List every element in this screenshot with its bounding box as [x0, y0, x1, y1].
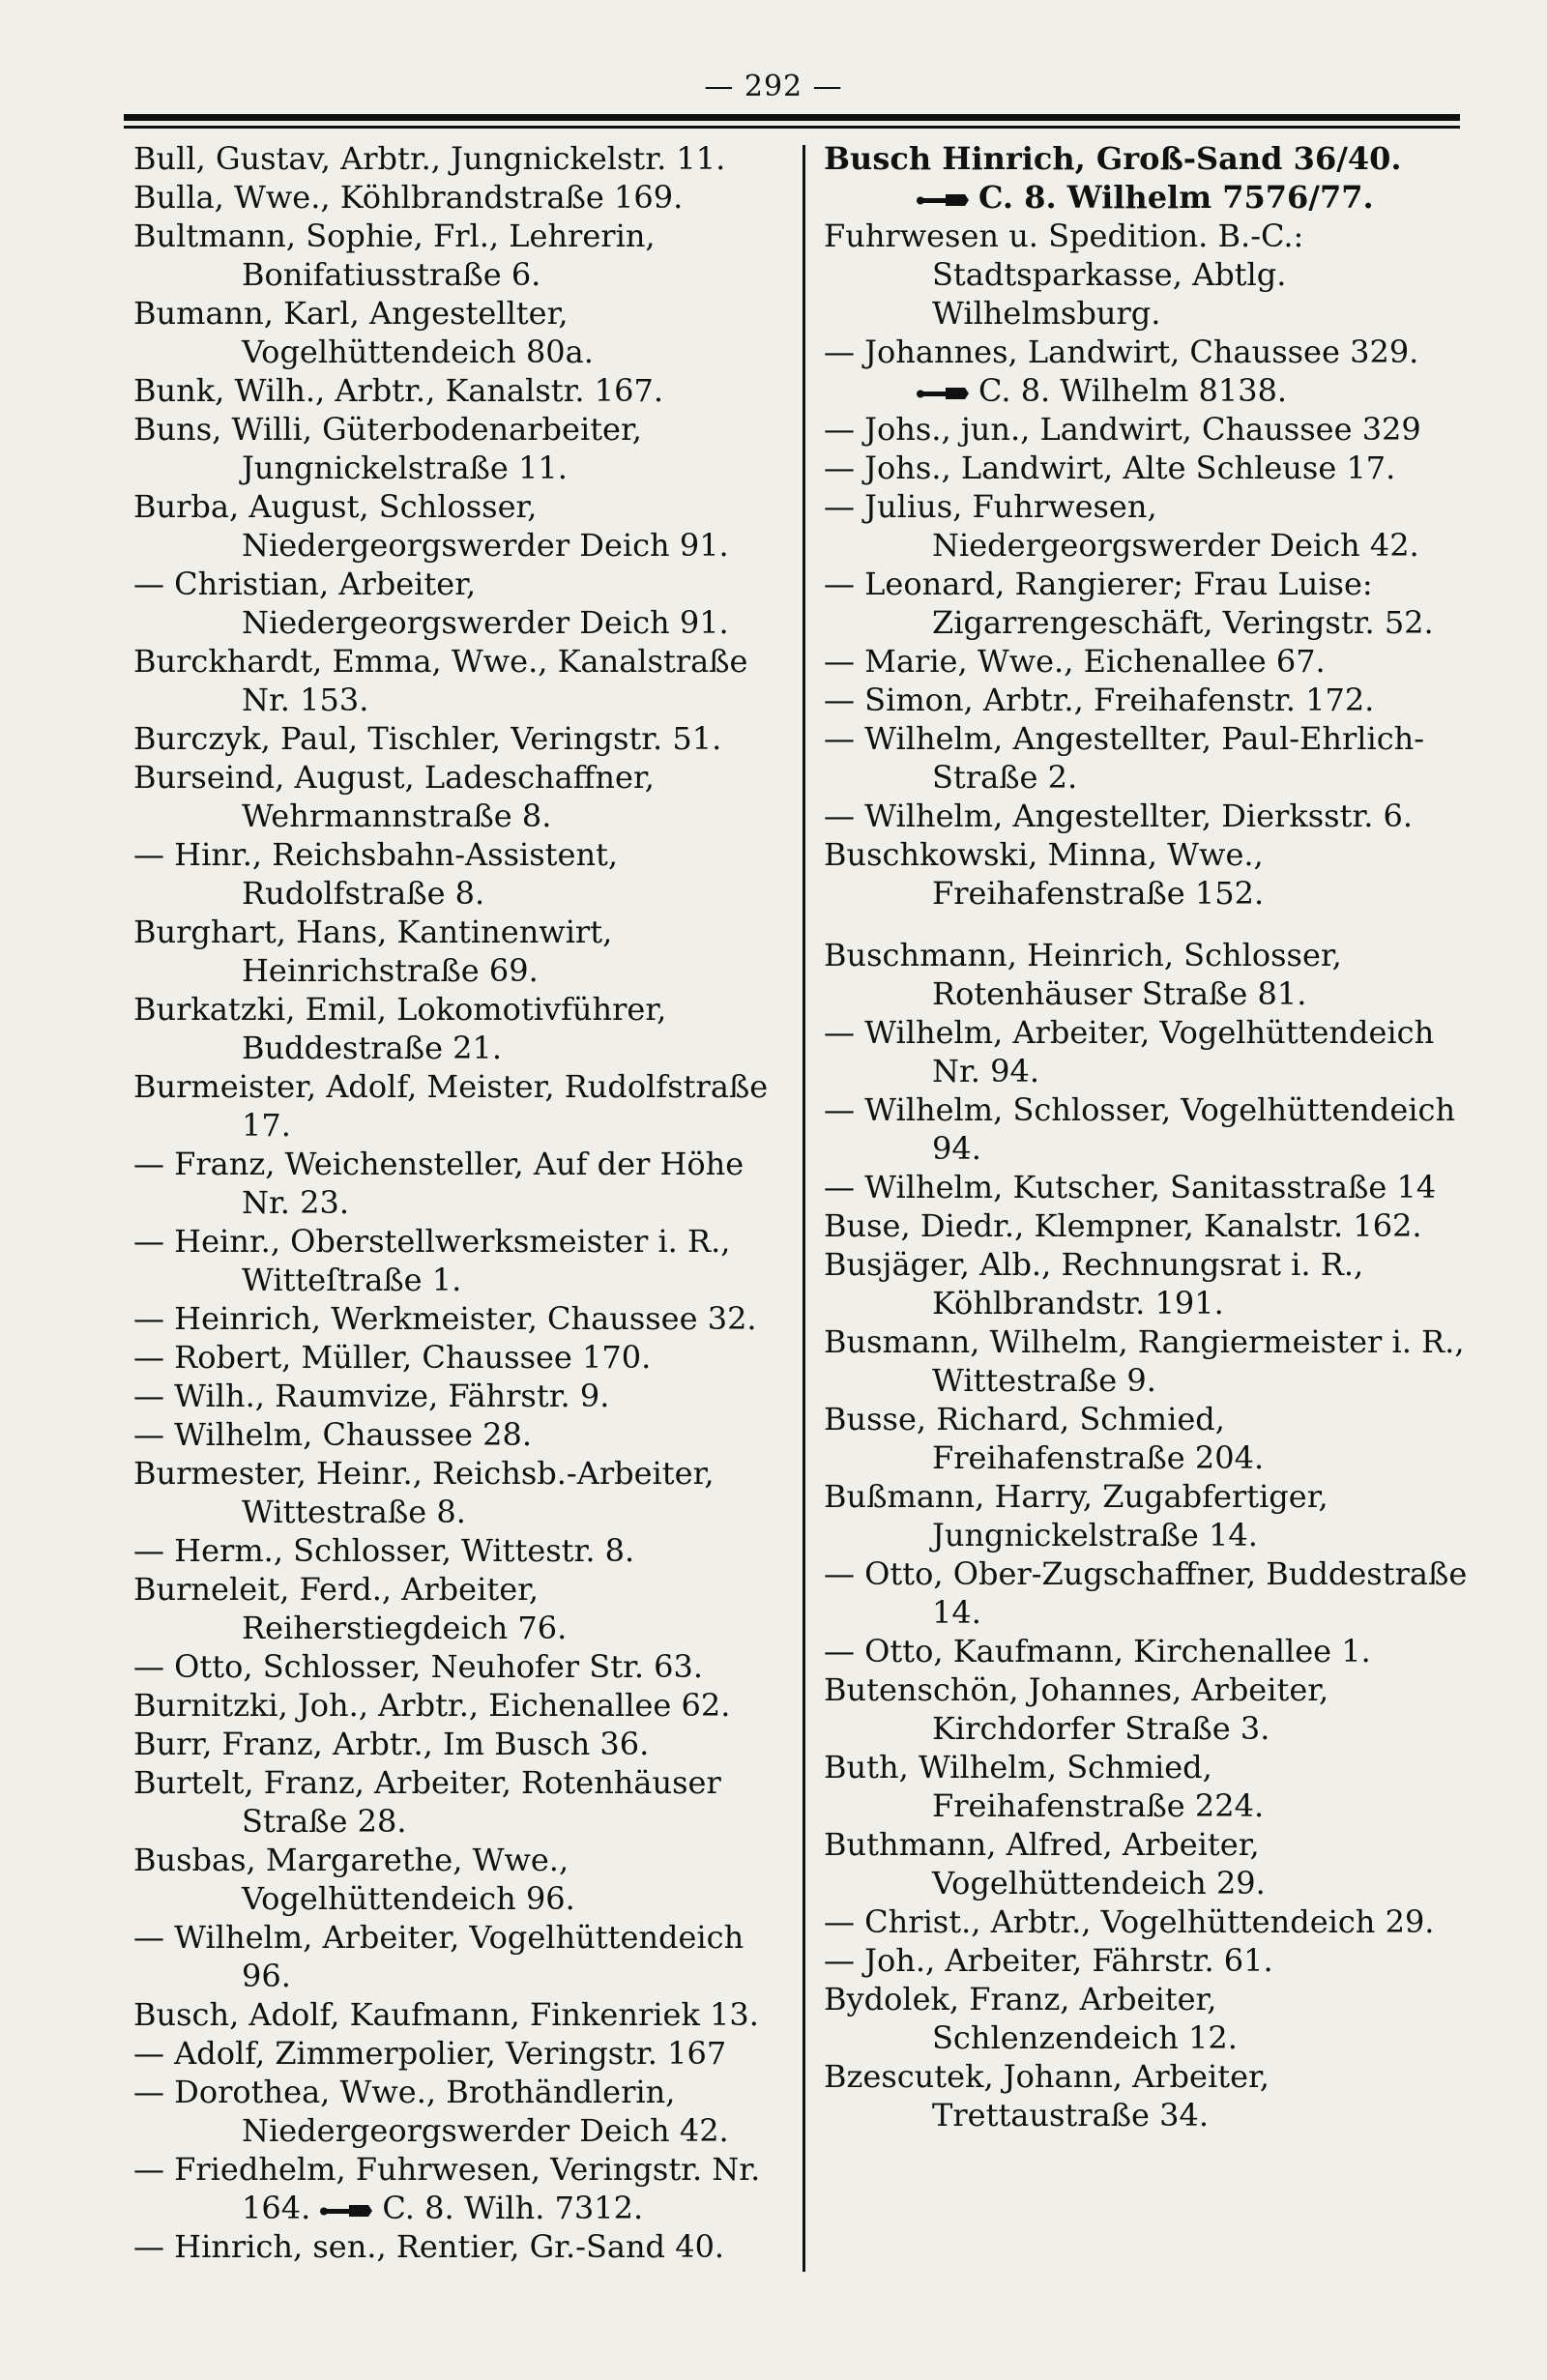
entry-text: Bull, Gustav, Arbtr., Jungnickelstr. 11.	[133, 140, 726, 177]
right-entry	[824, 1902, 1472, 1941]
entry-text: Buns, Willi, Güterbodenarbeiter, Jungnickelstraße 11.	[133, 411, 642, 486]
left-entry	[133, 565, 791, 642]
right-entry	[824, 1245, 1472, 1322]
telephone-icon	[917, 385, 971, 402]
right-entry	[824, 371, 1472, 410]
entry-text: — Christian, Arbeiter, Niedergeorgswerder Deich 91.	[133, 566, 729, 641]
left-entry	[133, 1725, 791, 1763]
page-number: — 292 —	[704, 70, 843, 103]
right-entry	[824, 410, 1472, 449]
right-entry	[824, 1632, 1472, 1670]
left-entry	[133, 371, 791, 410]
entry-text: — Hinr., Reichsbahn-Assistent, Rudolfstraße 8.	[133, 836, 619, 912]
entry-text: — Friedhelm, Fuhrwesen, Veringstr. Nr. 164.	[133, 2151, 761, 2226]
phone-number: C. 8. Wilh. 7312.	[382, 2190, 644, 2226]
entry-text: Burr, Franz, Arbtr., Im Busch 36.	[133, 1726, 650, 1762]
right-entry	[824, 797, 1472, 835]
left-column	[133, 139, 791, 2266]
entry-text: — Marie, Wwe., Eichenallee 67.	[824, 643, 1326, 680]
right-entry	[824, 936, 1472, 1013]
left-entry	[133, 1415, 791, 1454]
left-entry	[133, 1377, 791, 1415]
entry-text: — Johannes, Landwirt, Chaussee 329.	[824, 334, 1419, 370]
entry-text: — Christ., Arbtr., Vogelhüttendeich 29.	[824, 1903, 1435, 1940]
right-entry	[824, 835, 1472, 913]
left-entry	[133, 178, 791, 217]
left-entry	[133, 1531, 791, 1570]
entry-text: Burseind, August, Ladeschaffner, Wehrmannstraße 8.	[133, 759, 655, 834]
left-entry	[133, 1067, 791, 1145]
phone-number: C. 8. Wilhelm 8138.	[978, 372, 1288, 409]
right-entry	[824, 333, 1472, 371]
entry-text: — Franz, Weichensteller, Auf der Höhe Nr. 23.	[133, 1146, 744, 1221]
entry-text: Bzescutek, Johann, Arbeiter, Trettaustraße 34.	[824, 2058, 1270, 2133]
left-entry	[133, 1145, 791, 1222]
entry-text: — Heinr., Oberstellwerksmeister i. R., Witteſtraße 1.	[133, 1223, 731, 1298]
entry-text: Buse, Diedr., Klempner, Kanalstr. 162.	[824, 1207, 1422, 1244]
left-entry	[133, 1222, 791, 1299]
entry-text: — Wilhelm, Arbeiter, Vogelhüttendeich 96.	[133, 1919, 744, 1994]
entry-text: Bydolek, Franz, Arbeiter, Schlenzendeich 12.	[824, 1981, 1238, 2056]
entry-text: — Wilhelm, Chaussee 28.	[133, 1416, 532, 1453]
left-entry	[133, 1686, 791, 1725]
entry-text: — Wilhelm, Angestellter, Paul-Ehrlich-Straße 2.	[824, 720, 1425, 796]
right-entry	[824, 1090, 1472, 1168]
right-entry	[824, 1670, 1472, 1748]
entry-text: — Adolf, Zimmerpolier, Veringstr. 167	[133, 2035, 727, 2072]
left-entry	[133, 217, 791, 294]
left-entry	[133, 487, 791, 565]
left-entry	[133, 1995, 791, 2034]
left-entry	[133, 1763, 791, 1841]
entry-text: Butenschön, Johannes, Arbeiter, Kirchdorfer Straße 3.	[824, 1671, 1329, 1747]
entry-text: Buth, Wilhelm, Schmied, Freihafenstraße 224.	[824, 1749, 1265, 1824]
left-entry	[133, 2227, 791, 2266]
left-entry	[133, 1454, 791, 1531]
telephone-icon	[320, 2202, 374, 2220]
right-entry	[824, 1400, 1472, 1477]
right-entry	[824, 178, 1472, 217]
entry-text: Busjäger, Alb., Rechnungsrat i. R., Köhlbrandstr. 191.	[824, 1246, 1364, 1321]
entry-text: — Wilhelm, Schlosser, Vogelhüttendeich 94.	[824, 1091, 1456, 1167]
entry-text: Burnitzki, Joh., Arbtr., Eichenallee 62.	[133, 1687, 731, 1724]
right-entry	[824, 139, 1472, 178]
right-entry	[824, 1168, 1472, 1206]
entry-text: Busbas, Margarethe, Wwe., Vogelhüttendeich 96.	[133, 1842, 575, 1917]
entry-text: Bunk, Wilh., Arbtr., Kanalstr. 167.	[133, 372, 663, 409]
right-entry	[824, 1748, 1472, 1825]
phone-number: C. 8. Wilhelm 7576/77.	[978, 179, 1374, 216]
left-entry	[133, 719, 791, 758]
right-entry	[824, 681, 1472, 719]
entry-text: Buthmann, Alfred, Arbeiter, Vogelhüttendeich 29.	[824, 1826, 1266, 1901]
entry-text: — Joh., Arbeiter, Fährstr. 61.	[824, 1942, 1273, 1979]
entry-text: — Wilhelm, Arbeiter, Vogelhüttendeich Nr. 94.	[824, 1014, 1435, 1089]
right-entry	[824, 1554, 1472, 1632]
right-entry	[824, 642, 1472, 681]
entry-text: — Wilh., Raumvize, Fährstr. 9.	[133, 1378, 610, 1414]
left-entry	[133, 642, 791, 719]
entry-text: Burckhardt, Emma, Wwe., Kanalstraße Nr. 153.	[133, 643, 748, 718]
left-entry	[133, 2150, 791, 2227]
right-entry	[824, 487, 1472, 565]
entry-text: Burneleit, Ferd., Arbeiter, Reiherstiegdeich 76.	[133, 1571, 568, 1646]
entry-text: Burczyk, Paul, Tischler, Veringstr. 51.	[133, 720, 722, 757]
entry-text: Burba, August, Schlosser, Niedergeorgswerder Deich 91.	[133, 488, 729, 564]
entry-text: — Wilhelm, Kutscher, Sanitasstraße 14	[824, 1169, 1437, 1205]
entry-text: Bußmann, Harry, Zugabfertiger, Jungnickelstraße 14.	[824, 1478, 1328, 1553]
left-entry	[133, 2073, 791, 2150]
entry-text: Bultmann, Sophie, Frl., Lehrerin, Bonifatiusstraße 6.	[133, 218, 656, 293]
header-rule-thick	[124, 114, 1460, 121]
left-entry	[133, 410, 791, 487]
left-entry	[133, 1647, 791, 1686]
left-entry	[133, 1570, 791, 1647]
entry-text: Fuhrwesen u. Spedition. B.-C.: Stadtsparkasse, Abtlg. Wilhelmsburg.	[824, 218, 1304, 332]
telephone-icon	[917, 191, 971, 209]
entry-text: — Hinrich, sen., Rentier, Gr.-Sand 40.	[133, 2228, 725, 2265]
left-entry	[133, 1338, 791, 1377]
left-entry	[133, 1841, 791, 1918]
right-entry	[824, 217, 1472, 333]
entry-text: — Herm., Schlosser, Wittestr. 8.	[133, 1532, 635, 1569]
entry-text: — Johs., Landwirt, Alte Schleuse 17.	[824, 450, 1396, 486]
right-entry	[824, 1980, 1472, 2057]
entry-text: Burghart, Hans, Kantinenwirt, Heinrichstraße 69.	[133, 914, 613, 989]
entry-text: Busse, Richard, Schmied, Freihafenstraße 204.	[824, 1401, 1265, 1476]
right-entry	[824, 1825, 1472, 1902]
entry-text: — Heinrich, Werkmeister, Chaussee 32.	[133, 1300, 757, 1337]
header-rule-thin	[124, 126, 1460, 129]
entry-text: — Otto, Kaufmann, Kirchenallee 1.	[824, 1633, 1371, 1669]
left-entry	[133, 294, 791, 371]
column-divider	[803, 145, 805, 2272]
right-entry	[824, 1941, 1472, 1980]
entry-text: Buschkowski, Minna, Wwe., Freihafenstraße 152.	[824, 836, 1265, 912]
entry-text: Burtelt, Franz, Arbeiter, Rotenhäuser Straße 28.	[133, 1764, 721, 1840]
right-entry	[824, 1013, 1472, 1090]
entry-text: — Julius, Fuhrwesen, Niedergeorgswerder Deich 42.	[824, 488, 1419, 564]
entry-text: — Wilhelm, Angestellter, Dierksstr. 6.	[824, 798, 1414, 834]
entry-text: — Leonard, Rangierer; Frau Luise: Zigarrengeschäft, Veringstr. 52.	[824, 566, 1434, 641]
right-entry	[824, 1477, 1472, 1554]
entry-text: Bumann, Karl, Angestellter, Vogelhüttendeich 80a.	[133, 295, 594, 370]
entry-text: — Robert, Müller, Chaussee 170.	[133, 1339, 652, 1376]
left-entry	[133, 913, 791, 990]
entry-text: Burmester, Heinr., Reichsb.-Arbeiter, Wittestraße 8.	[133, 1455, 715, 1530]
right-entry	[824, 449, 1472, 487]
right-column	[824, 139, 1472, 2134]
entry-text: — Johs., jun., Landwirt, Chaussee 329	[824, 411, 1421, 448]
left-entry	[133, 1918, 791, 1995]
right-entry	[824, 2057, 1472, 2134]
entry-text: Busch Hinrich, Groß-Sand 36/40.	[824, 140, 1402, 177]
left-entry	[133, 2034, 791, 2073]
entry-text: Buschmann, Heinrich, Schlosser, Rotenhäuser Straße 81.	[824, 937, 1342, 1012]
left-entry	[133, 835, 791, 913]
entry-text: — Otto, Ober-Zugschaffner, Buddestraße 14.	[824, 1555, 1468, 1631]
right-entry	[824, 1206, 1472, 1245]
left-entry	[133, 758, 791, 835]
left-entry	[133, 990, 791, 1067]
entry-text: Busch, Adolf, Kaufmann, Finkenriek 13.	[133, 1996, 759, 2033]
entry-text: — Simon, Arbtr., Freihafenstr. 172.	[824, 682, 1375, 718]
left-entry	[133, 139, 791, 178]
entry-text: Busmann, Wilhelm, Rangiermeister i. R., Wittestraße 9.	[824, 1323, 1465, 1399]
left-entry	[133, 1299, 791, 1338]
right-entry	[824, 565, 1472, 642]
right-entry	[824, 1322, 1472, 1400]
entry-text: Bulla, Wwe., Köhlbrandstraße 169.	[133, 179, 684, 216]
entry-text: — Otto, Schlosser, Neuhofer Str. 63.	[133, 1648, 704, 1685]
entry-text: Burmeister, Adolf, Meister, Rudolfstraße 17.	[133, 1068, 769, 1144]
right-entry	[824, 719, 1472, 797]
entry-text: — Dorothea, Wwe., Brothändlerin, Niedergeorgswerder Deich 42.	[133, 2074, 729, 2149]
entry-text: Burkatzki, Emil, Lokomotivführer, Buddestraße 21.	[133, 991, 667, 1066]
